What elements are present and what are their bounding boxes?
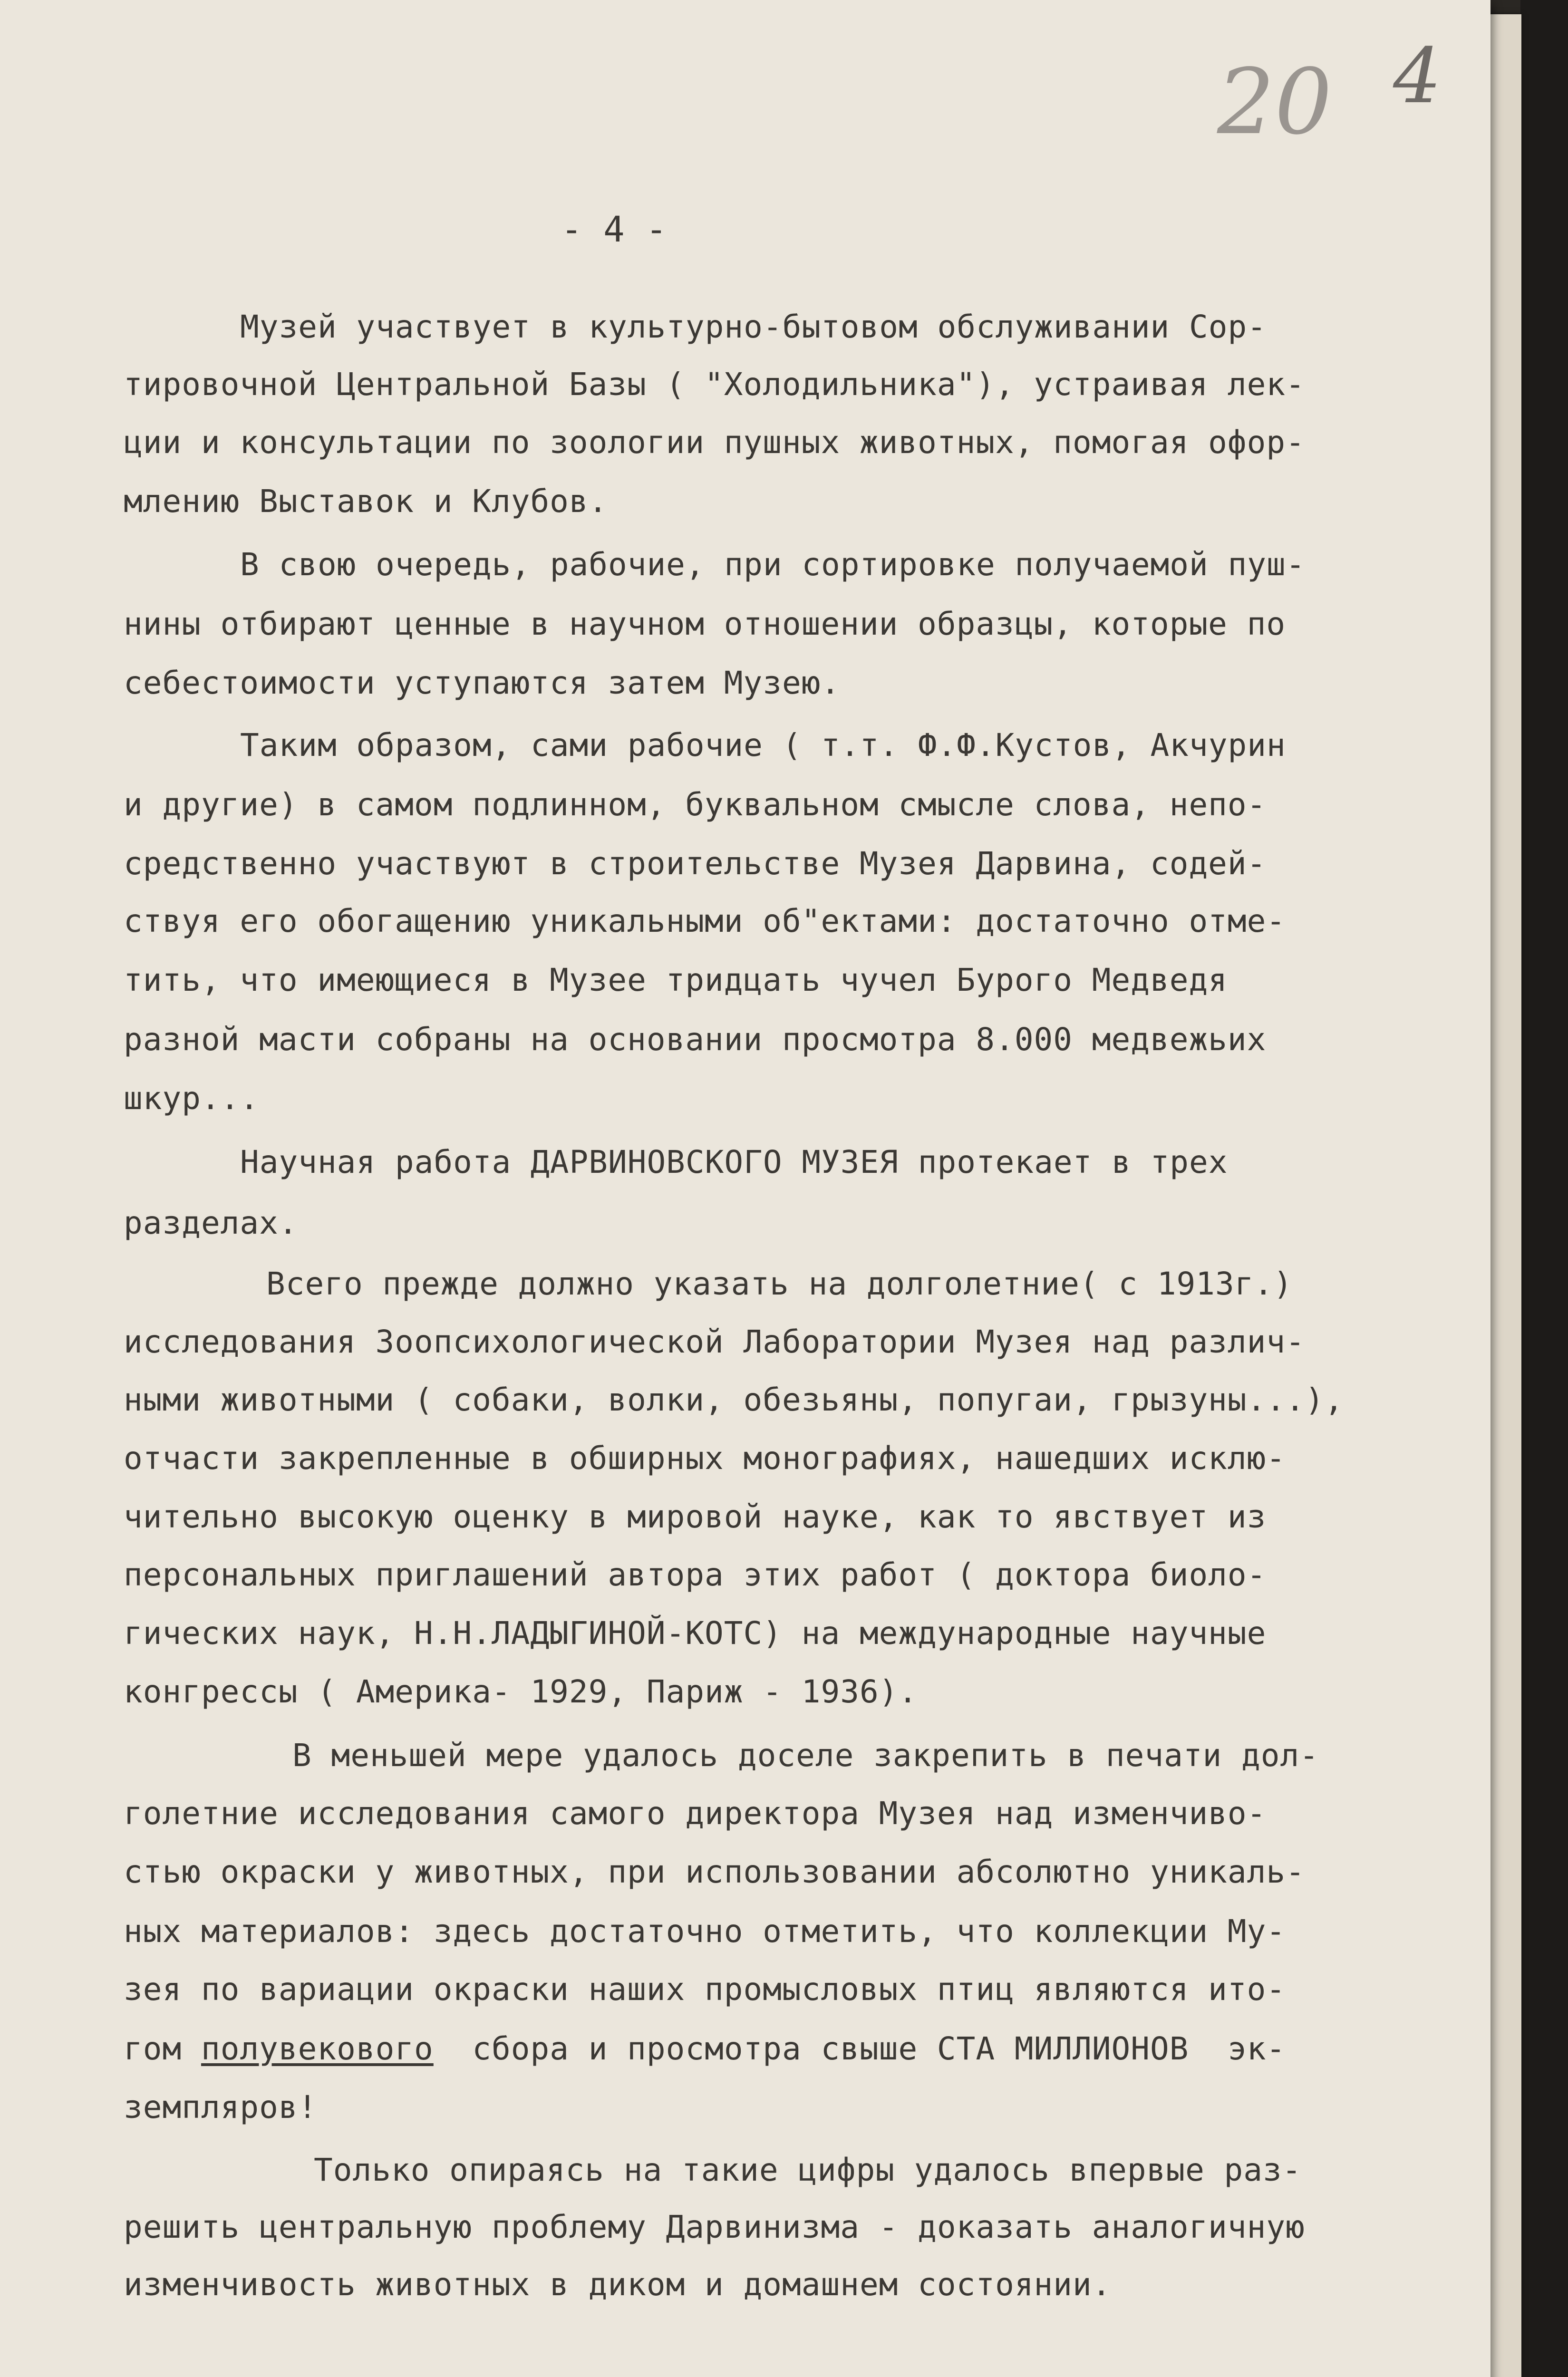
text-line: ствуя его обогащению уникальными об"ектами: достаточно отме-	[124, 903, 1286, 939]
text-line: персональных приглашений автора этих работ ( доктора биоло-	[124, 1556, 1267, 1593]
text-line: отчасти закрепленные в обширных монографиях, нашедших исклю-	[124, 1440, 1286, 1477]
text-line: тировочной Центральной Базы ( "Холодильника"), устраивая лек-	[124, 366, 1305, 403]
text-line: себестоимости уступаются затем Музею.	[124, 665, 841, 701]
text-line: нины отбирают ценные в научном отношении образцы, которые по	[124, 606, 1286, 642]
scanner-background	[1520, 0, 1568, 2377]
text-line: решить центральную проблему Дарвинизма - доказать аналогичную	[124, 2209, 1305, 2245]
text-line: Музей участвует в культурно-бытовом обслуживании Сор-	[240, 309, 1267, 345]
text-line: чительно высокую оценку в мировой науке, как то явствует из	[124, 1498, 1267, 1535]
text-line: зея по вариации окраски наших промысловых птиц являются ито-	[124, 1971, 1286, 2008]
text-line: Научная работа ДАРВИНОВСКОГО МУЗЕЯ протекает в трех	[240, 1144, 1228, 1180]
text-line: средственно участвуют в строительстве Музея Дарвина, содей-	[124, 845, 1267, 882]
text-line: разделах.	[124, 1205, 298, 1241]
text-line: разной масти собраны на основании просмотра 8.000 медвежьих	[124, 1021, 1267, 1058]
text-line: гических наук, Н.Н.ЛАДЫГИНОЙ-КОТС) на международные научные	[124, 1615, 1267, 1652]
text-line: изменчивость животных в диком и домашнем состоянии.	[124, 2266, 1112, 2303]
handwritten-folio-number: 20	[1217, 49, 1332, 155]
text-line: В свою очередь, рабочие, при сортировке получаемой пуш-	[240, 546, 1306, 583]
underlined-word: полувекового	[201, 2030, 434, 2067]
text-line: гом полувекового сбора и просмотра свыше СТА МИЛЛИОНОВ эк-	[124, 2030, 1286, 2067]
text-line: Только опираясь на такие цифры удалось впервые раз-	[314, 2152, 1302, 2188]
text-line: тить, что имеющиеся в Музее тридцать чучел Бурого Медведя	[124, 962, 1228, 998]
text-line: ции и консультации по зоологии пушных животных, помогая офор-	[124, 424, 1305, 461]
text-line: млению Выставок и Клубов.	[124, 483, 608, 520]
text-line: конгрессы ( Америка- 1929, Париж - 1936).	[124, 1673, 918, 1710]
text-line: шкур...	[124, 1080, 260, 1117]
text-line: В меньшей мере удалось доселе закрепить в печати дол-	[292, 1737, 1319, 1774]
text-line: исследования Зоопсихологической Лаборатории Музея над различ-	[124, 1324, 1305, 1360]
text-line: стью окраски у животных, при использовании абсолютно уникаль-	[124, 1854, 1305, 1890]
handwritten-page-mark: 4	[1393, 31, 1442, 120]
text-line: Таким образом, сами рабочие ( т.т. Ф.Ф.Кустов, Акчурин	[240, 727, 1286, 763]
text-line: земпляров!	[124, 2089, 318, 2126]
text-line: Всего прежде должно указать на долголетние( с 1913г.)	[266, 1266, 1293, 1302]
text-line: ными животными ( собаки, волки, обезьяны, попугаи, грызуны...),	[124, 1382, 1344, 1418]
text-line: голетние исследования самого директора Музея над изменчиво-	[124, 1795, 1267, 1832]
text-line: ных материалов: здесь достаточно отметить, что коллекции Му-	[124, 1913, 1286, 1950]
text-line: и другие) в самом подлинном, буквальном смысле слова, непо-	[124, 786, 1267, 823]
page-number: - 4 -	[561, 209, 667, 250]
